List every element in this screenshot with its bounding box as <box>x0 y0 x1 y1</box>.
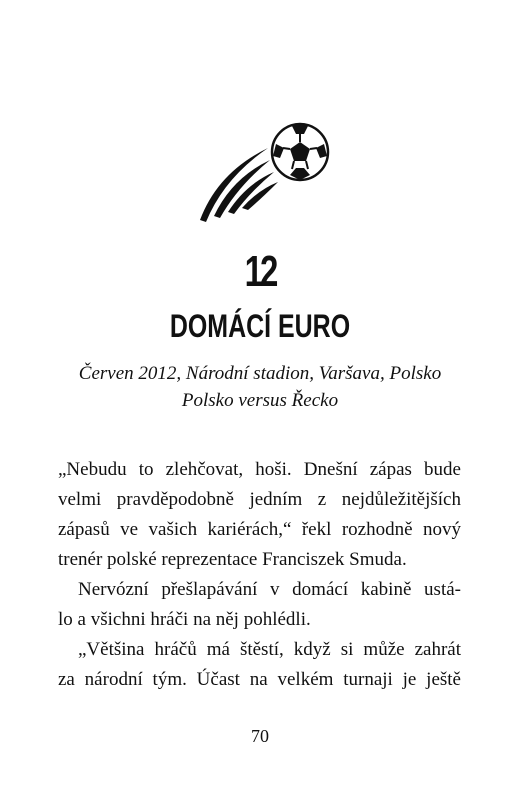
soccer-ball-icon <box>190 120 330 230</box>
body-line: „Nebudu to zlehčovat, hoši. Dnešní zápas bude <box>58 459 461 480</box>
page-number: 70 <box>251 726 269 746</box>
body-line: za národní tým. Účast na velkém turnaji je ještě <box>58 669 461 690</box>
chapter-subtitle-match: Polsko versus Řecko <box>181 390 339 411</box>
body-line: velmi pravděpodobně jedním z nejdůležitějších <box>58 489 461 510</box>
body-line: zápasů ve vašich kariérách,“ řekl rozhodně nový <box>58 519 461 540</box>
body-line: lo a všichni hráči na něj pohlédli. <box>58 609 311 630</box>
chapter-number: 12 <box>244 247 276 296</box>
chapter-subtitle-location: Červen 2012, Národní stadion, Varšava, Polsko <box>78 363 442 384</box>
chapter-title: DOMÁCÍ EURO <box>169 308 351 344</box>
body-text <box>58 455 461 695</box>
body-line: „Většina hráčů má štěstí, když si může zahrát <box>78 639 461 660</box>
body-line: trenér polské reprezentace Franciszek Smuda. <box>58 549 407 570</box>
body-line: Nervózní přešlapávání v domácí kabině ustá- <box>78 579 461 600</box>
